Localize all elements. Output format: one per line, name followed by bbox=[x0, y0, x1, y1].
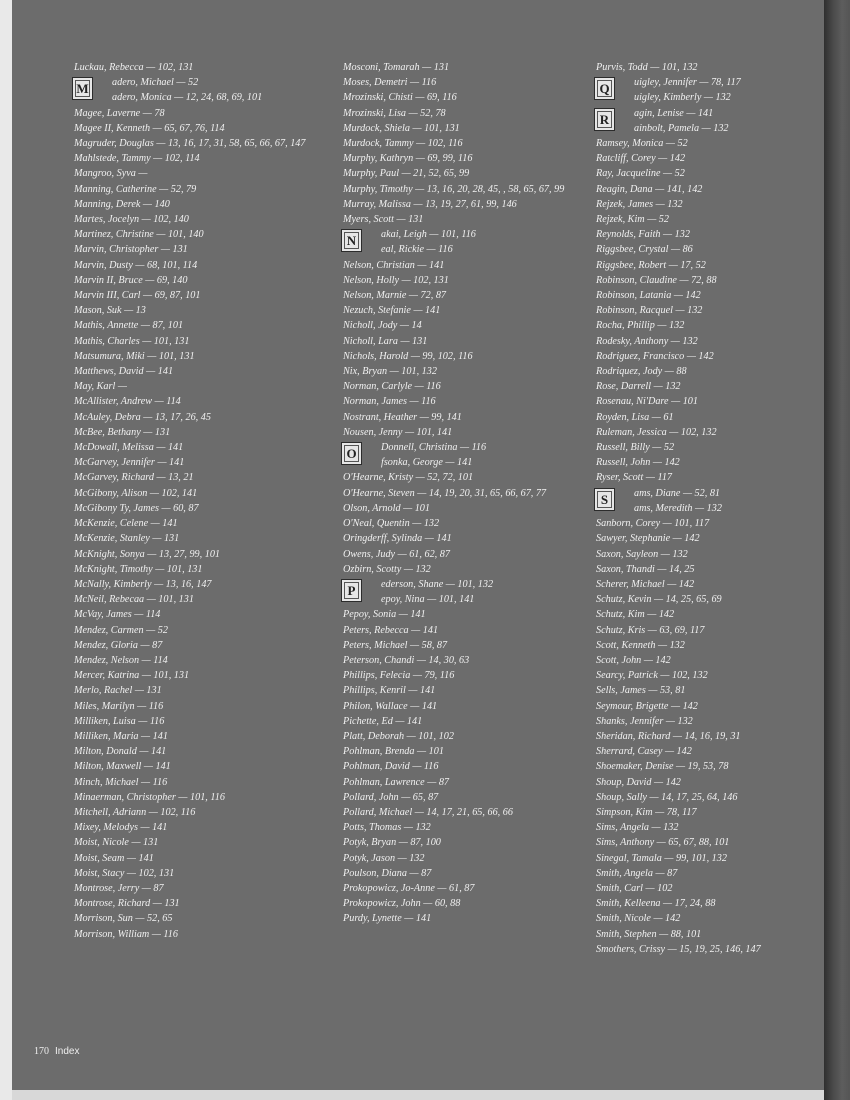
index-entry: Nelson, Christian — 141 bbox=[343, 259, 445, 271]
index-entry: Sims, Angela — 132 bbox=[596, 822, 679, 834]
book-gutter bbox=[824, 0, 850, 1100]
index-page bbox=[12, 0, 824, 1090]
index-entry: Murphy, Kathryn — 69, 99, 116 bbox=[343, 153, 473, 165]
index-entry: Schutz, Kevin — 14, 25, 65, 69 bbox=[596, 594, 722, 606]
index-entry: Milton, Donald — 141 bbox=[74, 746, 167, 758]
index-column-2 bbox=[343, 60, 593, 927]
index-entry: Nicholl, Jody — 14 bbox=[343, 320, 422, 332]
index-entry: Mercer, Katrina — 101, 131 bbox=[74, 670, 190, 682]
index-entry: Matthews, David — 141 bbox=[74, 366, 174, 378]
index-entry: McGarvey, Jennifer — 141 bbox=[74, 457, 185, 469]
index-entry: Mrozinski, Lisa — 52, 78 bbox=[343, 107, 446, 119]
index-entry: Minaerman, Christopher — 101, 116 bbox=[74, 791, 225, 803]
index-entry: Peters, Rebecca — 141 bbox=[343, 624, 439, 636]
page-footer bbox=[34, 1046, 79, 1057]
index-entry: akai, Leigh — 101, 116 bbox=[381, 229, 476, 241]
drop-cap-letter: M bbox=[72, 77, 93, 100]
index-entry: Sells, James — 53, 81 bbox=[596, 685, 686, 697]
index-entry: McAllister, Andrew — 114 bbox=[74, 396, 181, 408]
index-entry: Milton, Maxwell — 141 bbox=[74, 761, 171, 773]
index-entry: Mosconi, Tomarah — 131 bbox=[343, 62, 450, 73]
dropcap-group bbox=[596, 486, 834, 516]
index-entry: Marvin III, Carl — 69, 87, 101 bbox=[74, 290, 201, 302]
index-entry: Owens, Judy — 61, 62, 87 bbox=[343, 548, 450, 560]
index-entry: Nichols, Harold — 99, 102, 116 bbox=[343, 350, 473, 362]
index-entry: Smothers, Crissy — 15, 19, 25, 146, 147 bbox=[596, 943, 761, 955]
index-entry: Mason, Suk — 13 bbox=[74, 305, 146, 317]
index-entry: Russell, John — 142 bbox=[596, 457, 680, 469]
index-entry: Rocha, Phillip — 132 bbox=[596, 320, 685, 332]
index-entry: Platt, Deborah — 101, 102 bbox=[343, 730, 454, 742]
index-entry: Martes, Jocelyn — 102, 140 bbox=[74, 214, 189, 226]
index-entry: Mahlstede, Tammy — 102, 114 bbox=[74, 153, 200, 165]
index-entry: Oringderff, Sylinda — 141 bbox=[343, 533, 452, 545]
index-entry: Pollard, John — 65, 87 bbox=[343, 791, 439, 803]
index-entry: Schutz, Kim — 142 bbox=[596, 609, 675, 621]
index-entry: Prokopowicz, John — 60, 88 bbox=[343, 898, 461, 910]
index-entry: Ruleman, Jessica — 102, 132 bbox=[596, 426, 717, 438]
index-entry: Pichette, Ed — 141 bbox=[343, 715, 423, 727]
index-entry: uigley, Jennifer — 78, 117 bbox=[634, 77, 741, 89]
index-entry: Luckau, Rebecca — 102, 131 bbox=[74, 62, 194, 73]
index-entry: Robinson, Claudine — 72, 88 bbox=[596, 274, 717, 286]
index-entry: Robinson, Latania — 142 bbox=[596, 290, 701, 302]
index-entry: Ryser, Scott — 117 bbox=[596, 472, 673, 484]
drop-cap-letter: R bbox=[594, 108, 615, 131]
index-entry: Sanborn, Corey — 101, 117 bbox=[596, 518, 710, 530]
index-entry: Manning, Catherine — 52, 79 bbox=[74, 183, 197, 195]
index-entry: Reynolds, Faith — 132 bbox=[596, 229, 690, 241]
index-entry: Sheridan, Richard — 14, 16, 19, 31 bbox=[596, 730, 741, 742]
index-entry: Montrose, Richard — 131 bbox=[74, 898, 180, 910]
index-entry: Rodriquez, Jody — 88 bbox=[596, 366, 687, 378]
index-entry: Murdock, Tammy — 102, 116 bbox=[343, 138, 463, 150]
index-entry: Magee, Laverne — 78 bbox=[74, 107, 165, 119]
index-entry: adero, Michael — 52 bbox=[112, 77, 199, 89]
dropcap-group bbox=[596, 106, 834, 136]
index-entry: O'Neal, Quentin — 132 bbox=[343, 518, 440, 530]
index-entry: McGibony, Alison — 102, 141 bbox=[74, 487, 198, 499]
index-entry: Ozbirn, Scotty — 132 bbox=[343, 563, 431, 575]
index-entry: Mathis, Annette — 87, 101 bbox=[74, 320, 184, 332]
dropcap-group bbox=[74, 75, 329, 105]
index-entry: McNeil, Rebecaa — 101, 131 bbox=[74, 594, 194, 606]
drop-cap-letter: S bbox=[594, 488, 615, 511]
index-column-3 bbox=[596, 60, 834, 957]
index-entry: Phillips, Kenril — 141 bbox=[343, 685, 436, 697]
index-entry: epoy, Nina — 101, 141 bbox=[381, 594, 475, 606]
drop-cap-letter: O bbox=[341, 442, 362, 465]
index-entry: Manning, Derek — 140 bbox=[74, 198, 170, 210]
index-entry: Poulson, Diana — 87 bbox=[343, 867, 432, 879]
index-entry: Mixey, Melodys — 141 bbox=[74, 822, 168, 834]
index-entry: ams, Meredith — 132 bbox=[634, 502, 722, 514]
index-entry: Sherrard, Casey — 142 bbox=[596, 746, 692, 758]
index-entry: Milliken, Maria — 141 bbox=[74, 730, 168, 742]
index-entry: Montrose, Jerry — 87 bbox=[74, 882, 164, 894]
index-entry: Smith, Kelleena — 17, 24, 88 bbox=[596, 898, 716, 910]
index-entry: Smith, Stephen — 88, 101 bbox=[596, 928, 702, 940]
index-entry: Mitchell, Adriann — 102, 116 bbox=[74, 806, 196, 818]
drop-cap-letter: Q bbox=[594, 77, 615, 100]
index-entry: Robinson, Racquel — 132 bbox=[596, 305, 703, 317]
index-entry: Marvin, Dusty — 68, 101, 114 bbox=[74, 259, 198, 271]
index-entry: Nix, Bryan — 101, 132 bbox=[343, 366, 437, 378]
index-entry: McKnight, Sonya — 13, 27, 99, 101 bbox=[74, 548, 221, 560]
index-entry: eal, Rickie — 116 bbox=[381, 244, 453, 256]
index-entry: Rejzek, James — 132 bbox=[596, 198, 683, 210]
index-entry: Martinez, Christine — 101, 140 bbox=[74, 229, 204, 241]
index-entry: Royden, Lisa — 61 bbox=[596, 411, 674, 423]
index-entry: Norman, Carlyle — 116 bbox=[343, 381, 441, 393]
index-entry: ainbolt, Pamela — 132 bbox=[634, 122, 729, 134]
index-entry: Peterson, Chandi — 14, 30, 63 bbox=[343, 654, 470, 666]
index-entry: Sinegal, Tamala — 99, 101, 132 bbox=[596, 852, 727, 864]
index-entry: Saxon, Thandi — 14, 25 bbox=[596, 563, 695, 575]
index-entry: Miles, Marilyn — 116 bbox=[74, 700, 164, 712]
index-entry: Nicholl, Lara — 131 bbox=[343, 335, 428, 347]
index-entry: Searcy, Patrick — 102, 132 bbox=[596, 670, 708, 682]
index-entry: Saxon, Sayleon — 132 bbox=[596, 548, 688, 560]
footer-label: Index bbox=[55, 1046, 80, 1057]
index-entry: Shoup, Sally — 14, 17, 25, 64, 146 bbox=[596, 791, 738, 803]
index-entry: McBee, Bethany — 131 bbox=[74, 426, 171, 438]
index-entry: Mangroo, Syva — bbox=[74, 168, 148, 180]
index-entry: McKnight, Timothy — 101, 131 bbox=[74, 563, 203, 575]
index-entry: uigley, Kimberly — 132 bbox=[634, 92, 731, 104]
index-entry: Pohlman, Lawrence — 87 bbox=[343, 776, 450, 788]
index-entry: Murray, Malissa — 13, 19, 27, 61, 99, 146 bbox=[343, 198, 517, 210]
index-entry: Moses, Demetri — 116 bbox=[343, 77, 437, 89]
page-number: 170 bbox=[34, 1046, 49, 1057]
index-entry: Riggsbee, Robert — 17, 52 bbox=[596, 259, 706, 271]
index-entry: Smith, Nicole — 142 bbox=[596, 913, 681, 925]
index-entry: Potyk, Bryan — 87, 100 bbox=[343, 837, 441, 849]
page-bottom-edge bbox=[12, 1090, 824, 1100]
index-entry: Moist, Stacy — 102, 131 bbox=[74, 867, 175, 879]
index-entry: Mrozinski, Chisti — 69, 116 bbox=[343, 92, 457, 104]
index-entry: Potts, Thomas — 132 bbox=[343, 822, 431, 834]
index-entry: Mendez, Gloria — 87 bbox=[74, 639, 163, 651]
index-entry: Minch, Michael — 116 bbox=[74, 776, 168, 788]
index-entry: McGarvey, Richard — 13, 21 bbox=[74, 472, 194, 484]
index-entry: McKenzie, Stanley — 131 bbox=[74, 533, 180, 545]
dropcap-group bbox=[596, 75, 834, 105]
index-entry: ederson, Shane — 101, 132 bbox=[381, 578, 494, 590]
index-entry: Scott, Kenneth — 132 bbox=[596, 639, 685, 651]
index-entry: Donnell, Christina — 116 bbox=[381, 442, 487, 454]
index-entry: Olson, Arnold — 101 bbox=[343, 502, 430, 514]
index-entry: Philon, Wallace — 141 bbox=[343, 700, 438, 712]
index-entry: Pohlman, Brenda — 101 bbox=[343, 746, 444, 758]
index-entry: Pollard, Michael — 14, 17, 21, 65, 66, 66 bbox=[343, 806, 513, 818]
index-entry: Ray, Jacqueline — 52 bbox=[596, 168, 685, 180]
index-entry: agin, Lenise — 141 bbox=[634, 107, 714, 119]
index-entry: Moist, Nicole — 131 bbox=[74, 837, 159, 849]
index-entry: Pohlman, David — 116 bbox=[343, 761, 439, 773]
drop-cap-letter: P bbox=[341, 579, 362, 602]
index-entry: Murdock, Shiela — 101, 131 bbox=[343, 122, 460, 134]
index-entry: Murphy, Timothy — 13, 16, 20, 28, 45, , 58, 65, 67, 99 bbox=[343, 183, 565, 195]
index-entry: Sawyer, Stephanie — 142 bbox=[596, 533, 700, 545]
index-entry: Milliken, Luisa — 116 bbox=[74, 715, 165, 727]
index-entry: May, Karl — bbox=[74, 381, 127, 393]
index-entry: McGibony Ty, James — 60, 87 bbox=[74, 502, 199, 514]
index-entry: fsonka, George — 141 bbox=[381, 457, 473, 469]
index-entry: Purvis, Todd — 101, 132 bbox=[596, 62, 698, 73]
index-entry: Sims, Anthony — 65, 67, 88, 101 bbox=[596, 837, 730, 849]
index-entry: Reagin, Dana — 141, 142 bbox=[596, 183, 703, 195]
index-entry: Scherer, Michael — 142 bbox=[596, 578, 695, 590]
index-entry: Rose, Darrell — 132 bbox=[596, 381, 681, 393]
index-entry: Norman, James — 116 bbox=[343, 396, 436, 408]
index-entry: McKenzie, Celene — 141 bbox=[74, 518, 178, 530]
index-entry: Rodriguez, Francisco — 142 bbox=[596, 350, 714, 362]
index-entry: Smith, Angela — 87 bbox=[596, 867, 678, 879]
index-entry: Nelson, Marnie — 72, 87 bbox=[343, 290, 447, 302]
index-entry: Murphy, Paul — 21, 52, 65, 99 bbox=[343, 168, 470, 180]
index-entry: ams, Diane — 52, 81 bbox=[634, 487, 721, 499]
index-entry: Nezuch, Stefanie — 141 bbox=[343, 305, 441, 317]
index-column-1 bbox=[74, 60, 329, 942]
index-entry: Myers, Scott — 131 bbox=[343, 214, 424, 226]
index-entry: Marvin II, Bruce — 69, 140 bbox=[74, 274, 188, 286]
index-entry: Rejzek, Kim — 52 bbox=[596, 214, 669, 226]
index-entry: Moist, Seam — 141 bbox=[74, 852, 154, 864]
dropcap-group bbox=[343, 227, 593, 257]
index-entry: McNally, Kimberly — 13, 16, 147 bbox=[74, 578, 212, 590]
index-entry: O'Hearne, Kristy — 52, 72, 101 bbox=[343, 472, 474, 484]
index-entry: Mathis, Charles — 101, 131 bbox=[74, 335, 190, 347]
index-entry: McVay, James — 114 bbox=[74, 609, 161, 621]
index-entry: Mendez, Nelson — 114 bbox=[74, 654, 168, 666]
index-entry: Morrison, William — 116 bbox=[74, 928, 178, 940]
index-entry: Peters, Michael — 58, 87 bbox=[343, 639, 448, 651]
index-entry: Merlo, Rachel — 131 bbox=[74, 685, 162, 697]
index-entry: Ratcliff, Corey — 142 bbox=[596, 153, 686, 165]
index-entry: Russell, Billy — 52 bbox=[596, 442, 675, 454]
index-entry: Shanks, Jennifer — 132 bbox=[596, 715, 693, 727]
index-entry: Phillips, Felecia — 79, 116 bbox=[343, 670, 455, 682]
drop-cap-letter: N bbox=[341, 229, 362, 252]
index-entry: Rodesky, Anthony — 132 bbox=[596, 335, 698, 347]
index-entry: Simpson, Kim — 78, 117 bbox=[596, 806, 697, 818]
dropcap-group bbox=[343, 440, 593, 470]
index-entry: O'Hearne, Steven — 14, 19, 20, 31, 65, 66, 67, 77 bbox=[343, 487, 547, 499]
index-entry: McDowall, Melissa — 141 bbox=[74, 442, 184, 454]
index-entry: Morrison, Sun — 52, 65 bbox=[74, 913, 173, 925]
index-entry: Smith, Carl — 102 bbox=[596, 882, 673, 894]
index-entry: Matsumura, Miki — 101, 131 bbox=[74, 350, 195, 362]
index-entry: Schutz, Kris — 63, 69, 117 bbox=[596, 624, 705, 636]
index-entry: Prokopowicz, Jo-Anne — 61, 87 bbox=[343, 882, 475, 894]
dropcap-group bbox=[343, 577, 593, 607]
index-entry: Shoemaker, Denise — 19, 53, 78 bbox=[596, 761, 729, 773]
index-entry: Pepoy, Sonia — 141 bbox=[343, 609, 426, 621]
index-entry: Nostrant, Heather — 99, 141 bbox=[343, 411, 462, 423]
index-entry: Shoup, David — 142 bbox=[596, 776, 681, 788]
index-entry: Purdy, Lynette — 141 bbox=[343, 913, 432, 925]
index-entry: Seymour, Brigette — 142 bbox=[596, 700, 698, 712]
index-entry: Nelson, Holly — 102, 131 bbox=[343, 274, 449, 286]
index-entry: Rosenau, Ni'Dare — 101 bbox=[596, 396, 698, 408]
index-entry: Nousen, Jenny — 101, 141 bbox=[343, 426, 453, 438]
index-entry: adero, Monica — 12, 24, 68, 69, 101 bbox=[112, 92, 263, 104]
index-entry: Riggsbee, Crystal — 86 bbox=[596, 244, 693, 256]
index-entry: Magee II, Kenneth — 65, 67, 76, 114 bbox=[74, 122, 225, 134]
index-entry: Magruder, Douglas — 13, 16, 17, 31, 58, 65, 66, 67, 147 bbox=[74, 138, 306, 150]
index-entry: Mendez, Carmen — 52 bbox=[74, 624, 168, 636]
index-entry: Ramsey, Monica — 52 bbox=[596, 138, 688, 150]
index-entry: Scott, John — 142 bbox=[596, 654, 671, 666]
index-entry: Potyk, Jason — 132 bbox=[343, 852, 425, 864]
index-entry: McAuley, Debra — 13, 17, 26, 45 bbox=[74, 411, 211, 423]
index-entry: Marvin, Christopher — 131 bbox=[74, 244, 188, 256]
